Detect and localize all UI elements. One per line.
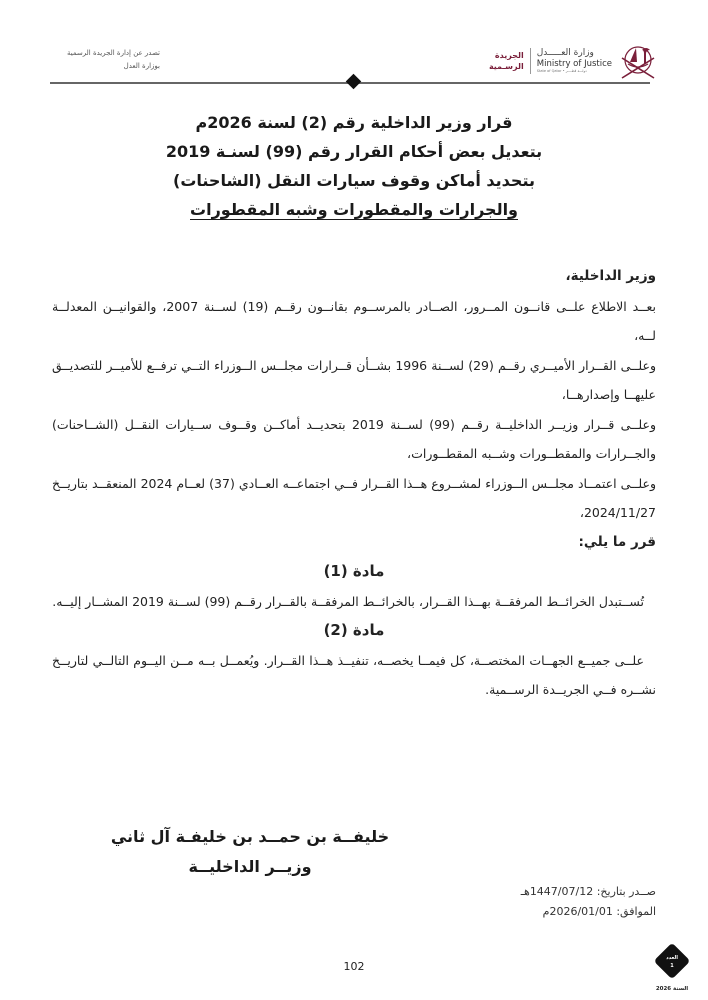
article-1-text: تُســتبدل الخرائــط المرفقــة بهــذا القــرار، بالخرائــط المرفقــة بالقــرار رقــم (99) لســنة 2019 المشــار إليــه. <box>52 593 644 609</box>
issue-badge <box>650 948 698 996</box>
preamble-paragraph: بعــد الاطلاع علــى قانــون المــرور، الصــادر بالمرســوم بقانــون رقــم (19) لســنة 2007، والقوانيــن المعدلــة لــه، <box>52 298 656 343</box>
header-branding <box>489 40 658 82</box>
issue-label <box>650 954 694 970</box>
publisher-line-1: تصدر عن إدارة الجريدة الرسمية <box>67 49 160 57</box>
signatory-role: وزيــر الداخليــة <box>188 857 312 876</box>
title-line-1: قرار وزير الداخلية رقم (2) لسنة 2026م <box>195 113 513 132</box>
preamble-paragraph: وعلــى القــرار الأميــري رقــم (29) لســنة 1996 بشــأن قــرارات مجلــس الــوزراء التــي ترفــع للأميــر للتصديــق عليهــا وإصدارهــا، <box>52 357 656 402</box>
issue-number: 1 <box>670 963 674 969</box>
issued-date-gregorian: الموافق: 2026/01/01م <box>542 905 656 918</box>
article-2-heading: مادة (2) <box>323 621 385 639</box>
title-line-2: بتعديل بعض أحكام القرار رقم (99) لسنـة 2019 <box>165 142 543 161</box>
title-line-4: والجرارات والمقطورات وشبه المقطورات <box>190 200 518 219</box>
preamble-paragraph: وعلــى اعتمــاد مجلــس الــوزراء لمشــروع هــذا القــرار فــي اجتماعــه العــادي (37) لعــام 2024 المنعقــد بتاريــخ 2024/11/27، <box>52 475 656 520</box>
issued-date-hijri: صــدر بتاريخ: 1447/07/12هـ <box>520 885 656 898</box>
gazette-line-1: الجريدة <box>494 51 524 60</box>
qatar-emblem-icon <box>618 40 658 82</box>
header-separator <box>530 48 531 74</box>
signatory-name: خليفــة بن حمــد بن خليفـة آل ثاني <box>110 827 390 846</box>
issue-label-text: العدد <box>666 955 678 961</box>
article-2-text: علــى جميــع الجهــات المختصــة، كل فيمــا يخصــه، تنفيــذ هــذا القــرار. ويُعمــل بــه مــن اليــوم التالــي لتاريــخ نشــره فــي الجريــدة الرســمية. <box>52 652 656 697</box>
publisher-line-2: بوزارة العدل <box>123 62 160 70</box>
signature-block <box>110 822 390 882</box>
issue-dates <box>521 882 656 922</box>
ministry-name-en: Ministry of Justice <box>536 58 612 69</box>
decided-heading: قرر ما يلي: <box>578 533 656 550</box>
decision-title <box>80 108 628 224</box>
issue-year: السنة 2026 <box>655 986 689 992</box>
article-1-heading: مادة (1) <box>323 562 385 580</box>
preamble-paragraph: وعلــى قــرار وزيــر الداخليــة رقــم (99) لســنة 2019 بتحديــد أماكــن وقــوف ســيارات النقــل (الشــاحنات) والجــرارات والمقطــورات وشــبه المقطــورات، <box>52 416 656 461</box>
page-number: 102 <box>343 960 365 973</box>
state-of-qatar: State of Qatar • دولـــة قطــــر <box>536 69 587 73</box>
addressee: وزير الداخلية، <box>565 268 656 284</box>
gazette-line-2: الرسـمية <box>488 62 524 71</box>
ministry-wordmark <box>537 49 612 74</box>
ministry-name-ar: وزارة العـــــدل <box>536 47 594 58</box>
gazette-wordmark <box>489 50 524 72</box>
decision-body <box>52 262 656 705</box>
diamond-ornament-icon <box>346 74 362 90</box>
publisher-note <box>60 47 160 73</box>
title-line-3: بتحديد أماكن وقوف سيارات النقل (الشاحنات) <box>173 171 535 190</box>
